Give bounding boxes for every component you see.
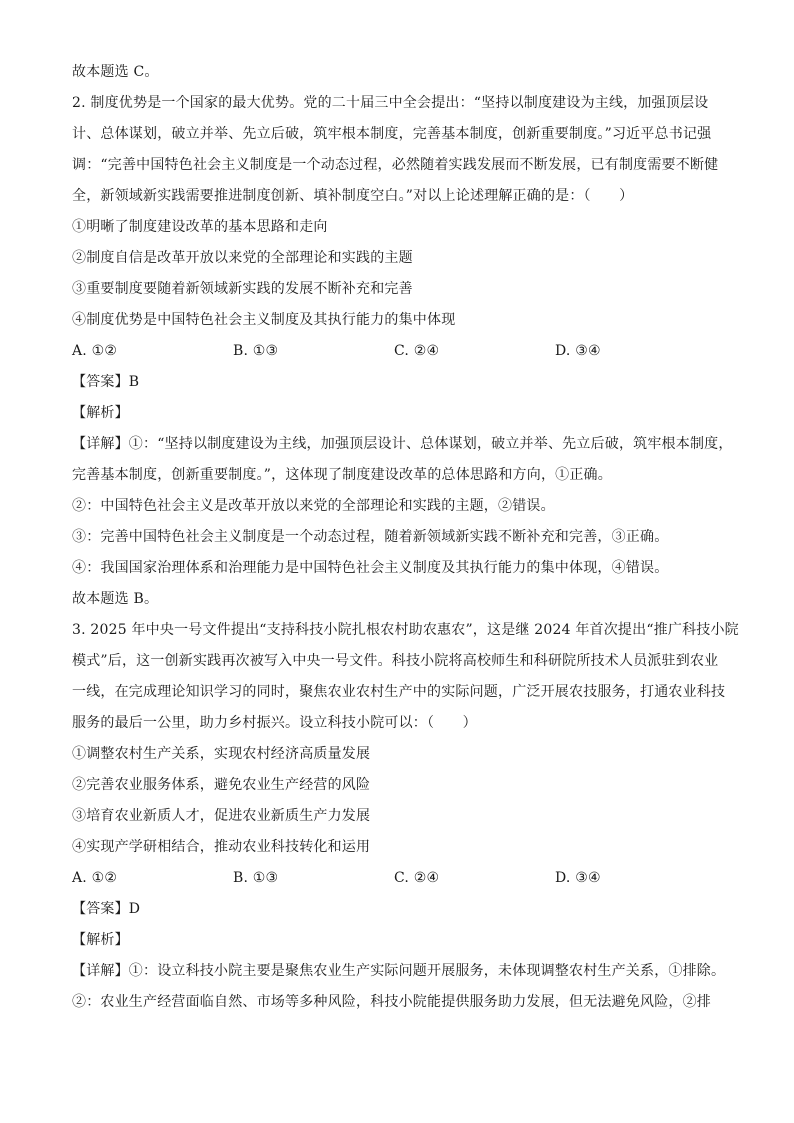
q1-conclusion: 故本题选 C。 [72, 64, 159, 80]
q2-options [72, 341, 732, 372]
q2-stem-line-4: 全，新领域新实践需要推进制度创新、填补制度空白。”对以上论述理解正确的是：（ ） [72, 188, 634, 204]
q3-analysis-heading: 【解析】 [72, 932, 129, 948]
q3-option-c: C. ②④ [394, 870, 440, 886]
q2-answer: 【答案】B [72, 374, 140, 390]
q2-item-4: ④制度优势是中国特色社会主义制度及其执行能力的集中体现 [72, 312, 456, 328]
q2-option-d: D. ③④ [555, 343, 601, 359]
q2-detail-line-5: ④：我国国家治理体系和治理能力是中国特色社会主义制度及其执行能力的集中体现，④错误。 [72, 560, 669, 576]
q3-answer: 【答案】D [72, 901, 141, 917]
q3-detail-line-1: 【详解】①：设立科技小院主要是聚焦农业生产实际问题开展服务，未体现调整农村生产关系，①排除。 [72, 963, 726, 979]
q2-analysis-heading: 【解析】 [72, 405, 129, 421]
q3-option-a: A. ①② [72, 870, 118, 886]
q3-item-1: ①调整农村生产关系，实现农村经济高质量发展 [72, 746, 371, 762]
q2-detail-line-3: ②：中国特色社会主义是改革开放以来党的全部理论和实践的主题，②错误。 [72, 498, 555, 514]
q2-item-1: ①明晰了制度建设改革的基本思路和走向 [72, 219, 328, 235]
q2-option-c: C. ②④ [394, 343, 440, 359]
q3-stem-line-1: 3. 2025 年中央一号文件提出“支持科技小院扎根农村助农惠农”，这是继 2024 年首次提出“推广科技小院 [72, 622, 739, 638]
q2-item-2: ②制度自信是改革开放以来党的全部理论和实践的主题 [72, 250, 413, 266]
q2-stem-line-2: 计、总体谋划，破立并举、先立后破，筑牢根本制度，完善基本制度，创新重要制度。”习近平总书记强 [72, 126, 712, 142]
q3-item-2: ②完善农业服务体系，避免农业生产经营的风险 [72, 777, 371, 793]
q3-options [72, 868, 732, 899]
q3-option-b: B. ①③ [233, 870, 279, 886]
q3-item-3: ③培育农业新质人才，促进农业新质生产力发展 [72, 808, 371, 824]
q3-stem-line-3: 一线，在完成理论知识学习的同时，聚焦农业农村生产中的实际问题，广泛开展农技服务，打通农业科技 [72, 684, 726, 700]
document-page [72, 62, 739, 1023]
q2-conclusion: 故本题选 B。 [72, 591, 159, 607]
q3-detail-line-2: ②：农业生产经营面临自然、市场等多种风险，科技小院能提供服务助力发展，但无法避免风险，②排 [72, 994, 711, 1010]
q3-option-d: D. ③④ [555, 870, 601, 886]
q2-stem-line-3: 调：“完善中国特色社会主义制度是一个动态过程，必然随着实践发展而不断发展，已有制度需要不断健 [72, 157, 719, 173]
q2-item-3: ③重要制度要随着新领域新实践的发展不断补充和完善 [72, 281, 413, 297]
q2-detail-line-4: ③：完善中国特色社会主义制度是一个动态过程，随着新领域新实践不断补充和完善，③正确。 [72, 529, 669, 545]
q3-stem-line-2: 模式”后，这一创新实践再次被写入中央一号文件。科技小院将高校师生和科研院所技术人员派驻到农业 [72, 653, 719, 669]
q2-detail-line-2: 完善基本制度，创新重要制度。”，这体现了制度建设改革的总体思路和方向，①正确。 [72, 467, 612, 483]
q2-stem-line-1: 2. 制度优势是一个国家的最大优势。党的二十届三中全会提出：“坚持以制度建设为主线，加强顶层设 [72, 95, 709, 111]
q2-detail-line-1: 【详解】①：“坚持以制度建设为主线，加强顶层设计、总体谋划，破立并举、先立后破，筑牢根本制度， [72, 436, 733, 452]
q2-option-b: B. ①③ [233, 343, 279, 359]
q2-option-a: A. ①② [72, 343, 118, 359]
q3-stem-line-4: 服务的最后一公里，助力乡村振兴。设立科技小院可以：（ ） [72, 715, 477, 731]
q3-item-4: ④实现产学研相结合，推动农业科技转化和运用 [72, 839, 371, 855]
